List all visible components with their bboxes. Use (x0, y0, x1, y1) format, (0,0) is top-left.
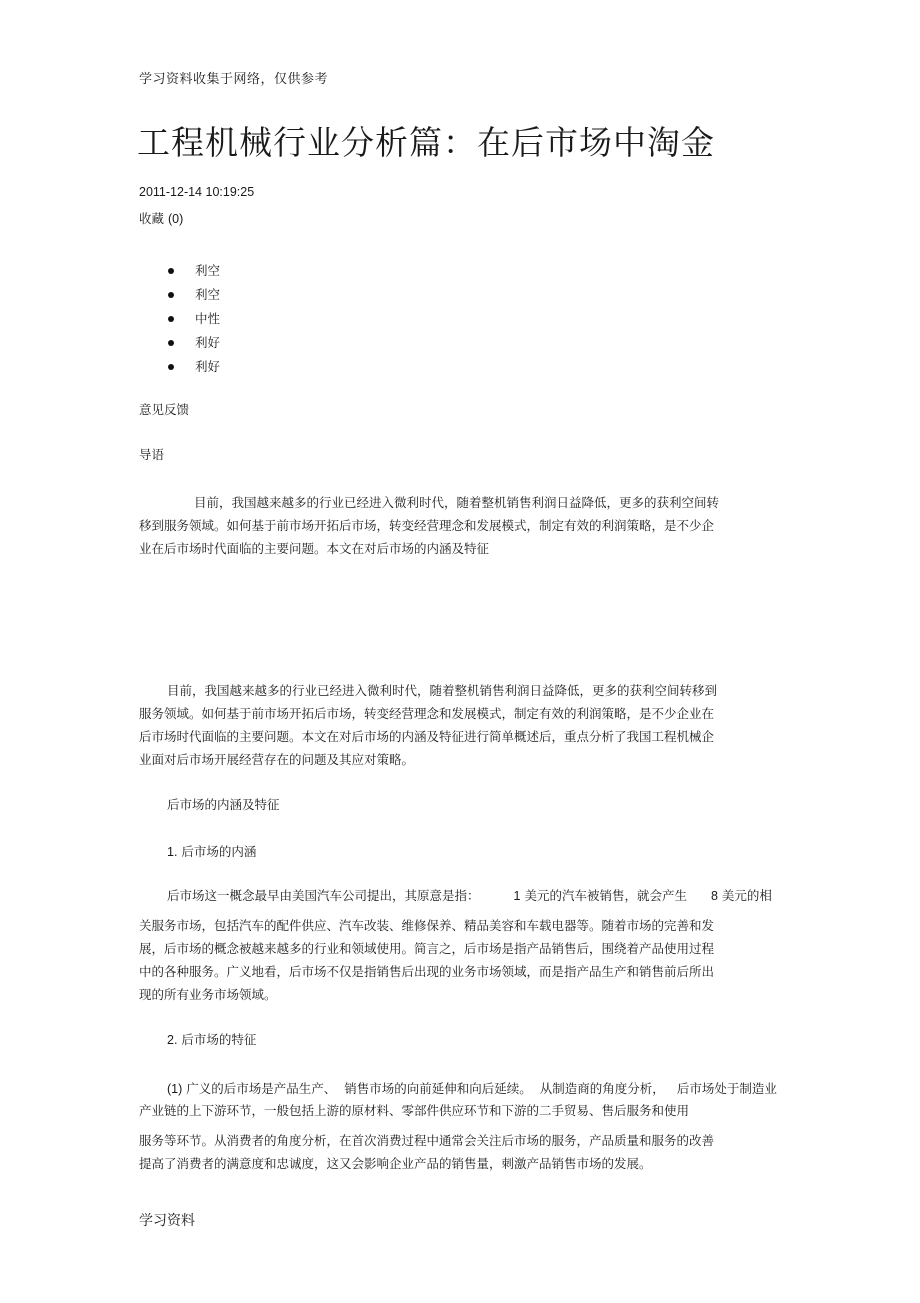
sentiment-item-label: 利空 (195, 287, 221, 302)
feedback-link[interactable]: 意见反馈 (139, 402, 190, 417)
favorite-count: (0) (168, 212, 184, 226)
bullet-dot-icon (168, 316, 174, 322)
feature-second-line: 产业链的上下游环节，一般包括上游的原材料、零部件供应环节和下游的二手贸易、售后服务和使用 (139, 1103, 690, 1118)
definition-paragraph (139, 914, 714, 1006)
subsection-title: 后市场的内涵 (181, 844, 257, 859)
feature-text: 从制造商的角度分析， (539, 1081, 665, 1096)
sentiment-item-label: 利好 (195, 335, 221, 350)
definition-line: 展，后市场的概念被越来越多的行业和领域使用。简言之，后市场是指产品销售后，围绕着产品使用过程 (139, 941, 715, 956)
bullet-dot-icon (168, 364, 174, 370)
article-title: 工程机械行业分析篇：在后市场中淘金 (137, 123, 715, 162)
subsection-heading-2 (167, 1030, 256, 1048)
definition-text: 后市场这一概念最早由美国汽车公司提出，其原意是指： (167, 888, 480, 903)
definition-line: 中的各种服务。广义地看，后市场不仅是指销售后出现的业务市场领域，而是指产品生产和销售前后所出 (139, 964, 715, 979)
sentiment-item[interactable] (168, 282, 220, 306)
lead-line: 移到服务领域。如何基于前市场开拓后市场，转变经营理念和发展模式，制定有效的利润策略，是不少企 (139, 518, 715, 533)
bullet-dot-icon (168, 292, 174, 298)
favorite-label: 收藏 (139, 211, 165, 226)
sentiment-item[interactable] (168, 258, 220, 282)
guide-heading: 导语 (139, 447, 165, 462)
bullet-dot-icon (168, 340, 174, 346)
sentiment-item-label: 利空 (195, 263, 221, 278)
feature-line: 提高了消费者的满意度和忠诚度，这又会影响企业产品的销售量，刺激产品销售市场的发展。 (139, 1156, 652, 1171)
header-note: 学习资料收集于网络，仅供参考 (139, 72, 329, 87)
intro-line: 业面对后市场开展经营存在的问题及其应对策略。 (139, 752, 415, 767)
feature-text: 后市场处于制造业 (676, 1081, 777, 1096)
lead-line: 业在后市场时代面临的主要问题。本文在对后市场的内涵及特征 (139, 541, 490, 556)
lead-line: 目前，我国越来越多的行业已经进入微利时代，随着整机销售利润日益降低，更多的获利空间转 (194, 495, 720, 510)
intro-line: 目前，我国越来越多的行业已经进入微利时代，随着整机销售利润日益降低，更多的获利空间转移到 (167, 683, 718, 698)
sentiment-list (168, 258, 220, 378)
sentiment-item-label: 中性 (195, 311, 221, 326)
feature-paragraph (139, 1129, 714, 1175)
subsection-heading-1 (167, 842, 256, 860)
feature-first-line (167, 1077, 777, 1101)
section-heading: 后市场的内涵及特征 (167, 797, 280, 812)
feature-marker: (1) (167, 1082, 183, 1096)
definition-text: 美元的相 (721, 888, 772, 903)
lead-paragraph (139, 491, 719, 560)
bullet-dot-icon (168, 268, 174, 274)
definition-number: 8 (710, 889, 718, 903)
subsection-title: 后市场的特征 (181, 1032, 257, 1047)
intro-line: 后市场时代面临的主要问题。本文在对后市场的内涵及特征进行简单概述后，重点分析了我国工程机械企 (139, 729, 715, 744)
footer-note: 学习资料 (139, 1213, 195, 1229)
definition-text: 美元的汽车被销售，就会产生 (524, 888, 687, 903)
definition-first-line (167, 884, 772, 908)
subsection-number: 2. (167, 1033, 178, 1047)
feature-text: 销售市场的向前延伸和向后延续。 (344, 1081, 532, 1096)
sentiment-item[interactable] (168, 354, 220, 378)
definition-line: 关服务市场，包括汽车的配件供应、汽车改装、维修保养、精品美容和车载电器等。随着市场的完善和发 (139, 918, 715, 933)
favorite-link[interactable] (139, 209, 183, 227)
definition-line: 现的所有业务市场领域。 (139, 987, 277, 1002)
publish-datetime: 2011-12-14 10:19:25 (139, 185, 255, 199)
definition-number: 1 (513, 889, 521, 903)
sentiment-item[interactable] (168, 306, 220, 330)
feature-text: 广义的后市场是产品生产、 (186, 1081, 337, 1096)
sentiment-item[interactable] (168, 330, 220, 354)
feature-line: 服务等环节。从消费者的角度分析，在首次消费过程中通常会关注后市场的服务，产品质量和服务的改善 (139, 1133, 715, 1148)
intro-paragraph (139, 679, 717, 771)
subsection-number: 1. (167, 845, 178, 859)
sentiment-item-label: 利好 (195, 359, 221, 374)
intro-line: 服务领域。如何基于前市场开拓后市场，转变经营理念和发展模式，制定有效的利润策略，是不少企业在 (139, 706, 715, 721)
